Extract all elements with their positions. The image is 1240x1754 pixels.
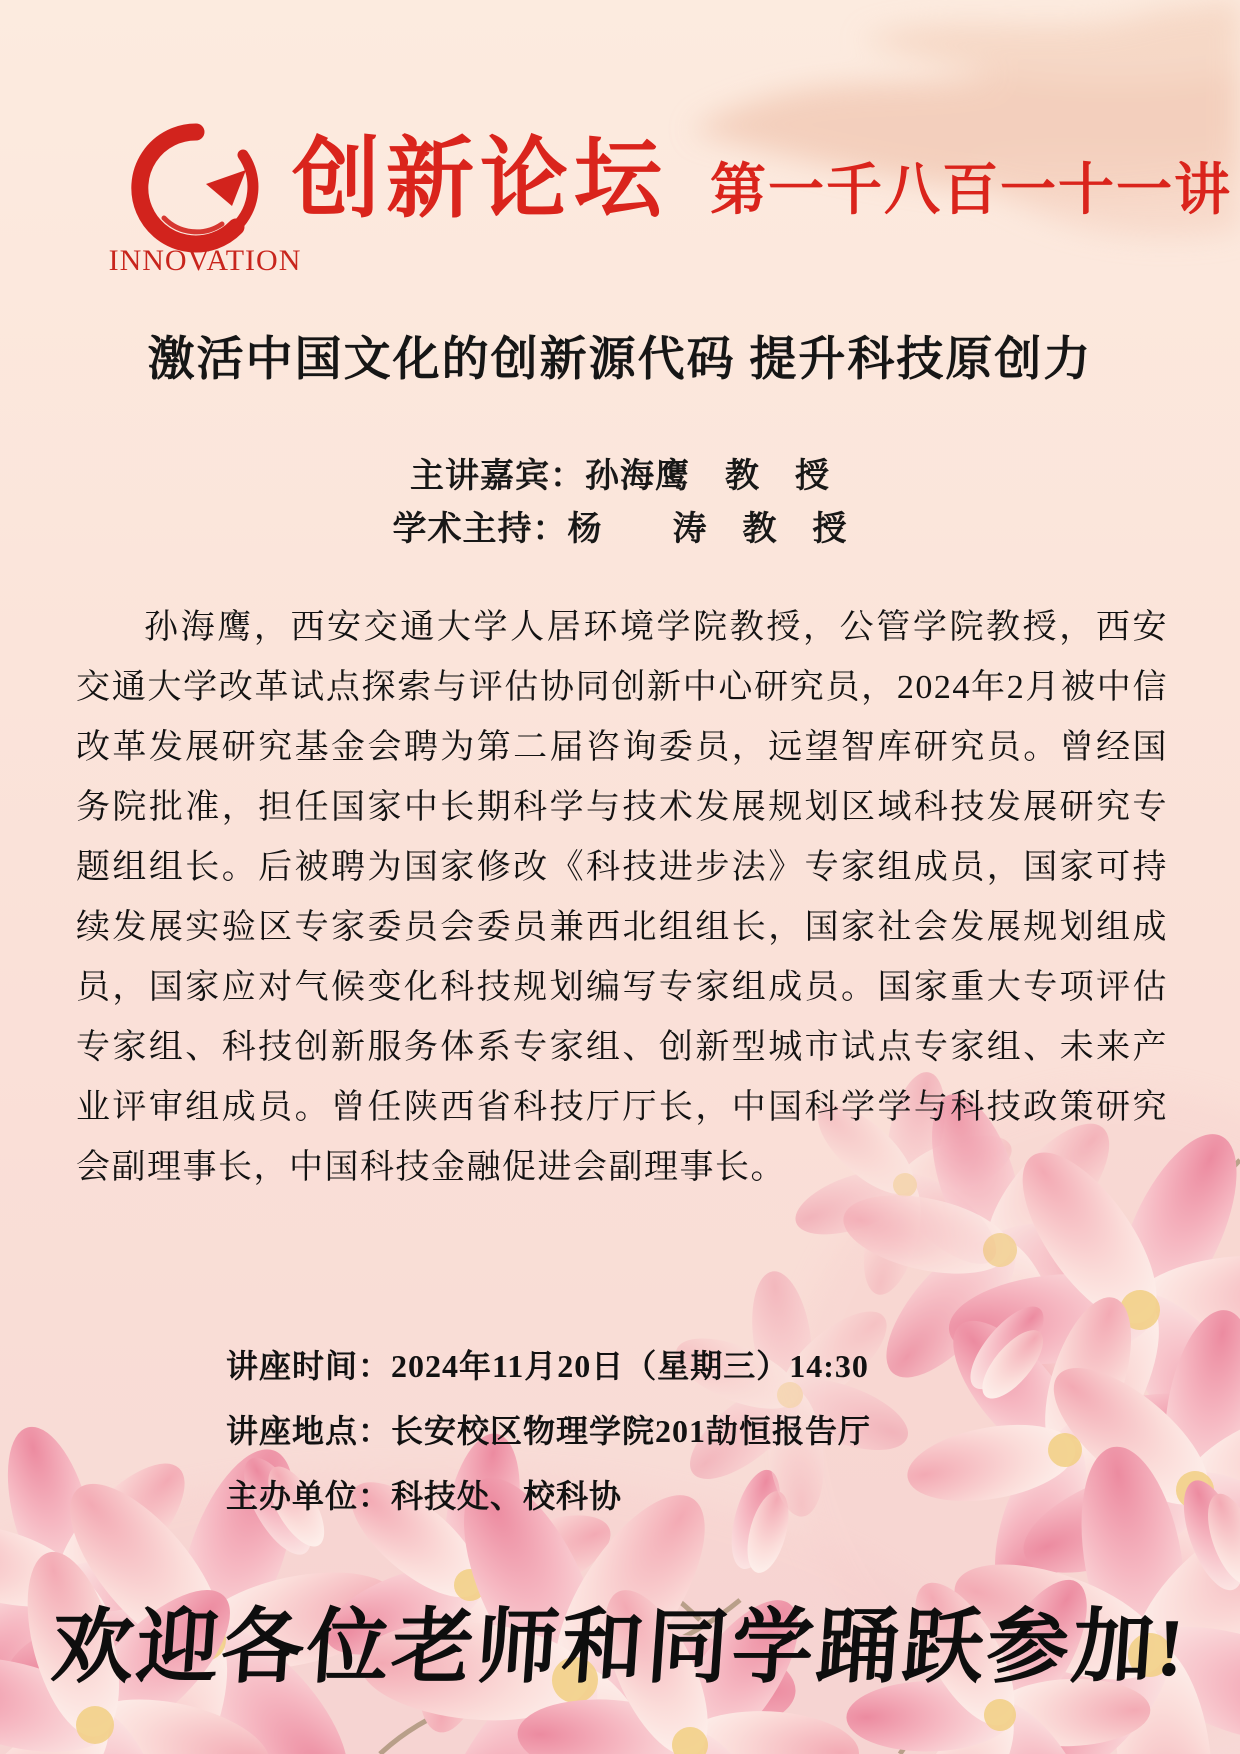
lecture-number: 第一千八百一十一讲 <box>710 158 1233 221</box>
lecture-time-label: 讲座时间： <box>226 1348 392 1384</box>
lecture-time-value: 2024年11月20日（星期三）14:30 <box>391 1348 869 1384</box>
lecture-location-row <box>226 1399 871 1464</box>
lecture-details <box>226 1334 871 1529</box>
lecture-time-row <box>226 1334 871 1399</box>
organizer-value: 科技处、校科协 <box>391 1478 623 1514</box>
lecture-location-label: 讲座地点： <box>226 1413 392 1449</box>
speaker-bio: 孙海鹰，西安交通大学人居环境学院教授，公管学院教授，西安交通大学改革试点探索与评估协同创新中心研究员，2024年2月被中信改革发展研究基金会聘为第二届咨询委员，远望智库研究员。曾经国务院批准，担任国家中长期科学与技术发展规划区域科技发展研究专题组组长。后被聘为国家修改《科技进步法》专家组成员，国家可持续发展实验区专家委员会委员兼西北组组长，国家社会发展规划组成员，国家应对气候变化科技规划编写专家组成员。国家重大专项评估专家组、科技创新服务体系专家组、创新型城市试点专家组、未来产业评审组成员。曾任陕西省科技厅厅长，中国科学学与科技政策研究会副理事长，中国科技金融促进会副理事长。 <box>76 609 1168 1186</box>
speakers-block <box>0 450 1240 556</box>
speaker-line: 主讲嘉宾：孙海鹰 教 授 <box>410 458 830 495</box>
welcome-message: 欢迎各位老师和同学踊跃参加! <box>48 1602 1191 1693</box>
innovation-logo-icon <box>128 122 264 258</box>
lecture-location-value: 长安校区物理学院201劼恒报告厅 <box>391 1413 872 1449</box>
header <box>292 128 1233 229</box>
organizer-row <box>226 1464 871 1529</box>
organizer-label: 主办单位： <box>226 1478 392 1514</box>
lecture-title: 激活中国文化的创新源代码 提升科技原创力 <box>147 334 1093 386</box>
host-line: 学术主持：杨 涛 教 授 <box>392 511 848 548</box>
forum-title: 创新论坛 <box>292 129 669 228</box>
innovation-wordmark: INNOVATION <box>108 244 302 277</box>
